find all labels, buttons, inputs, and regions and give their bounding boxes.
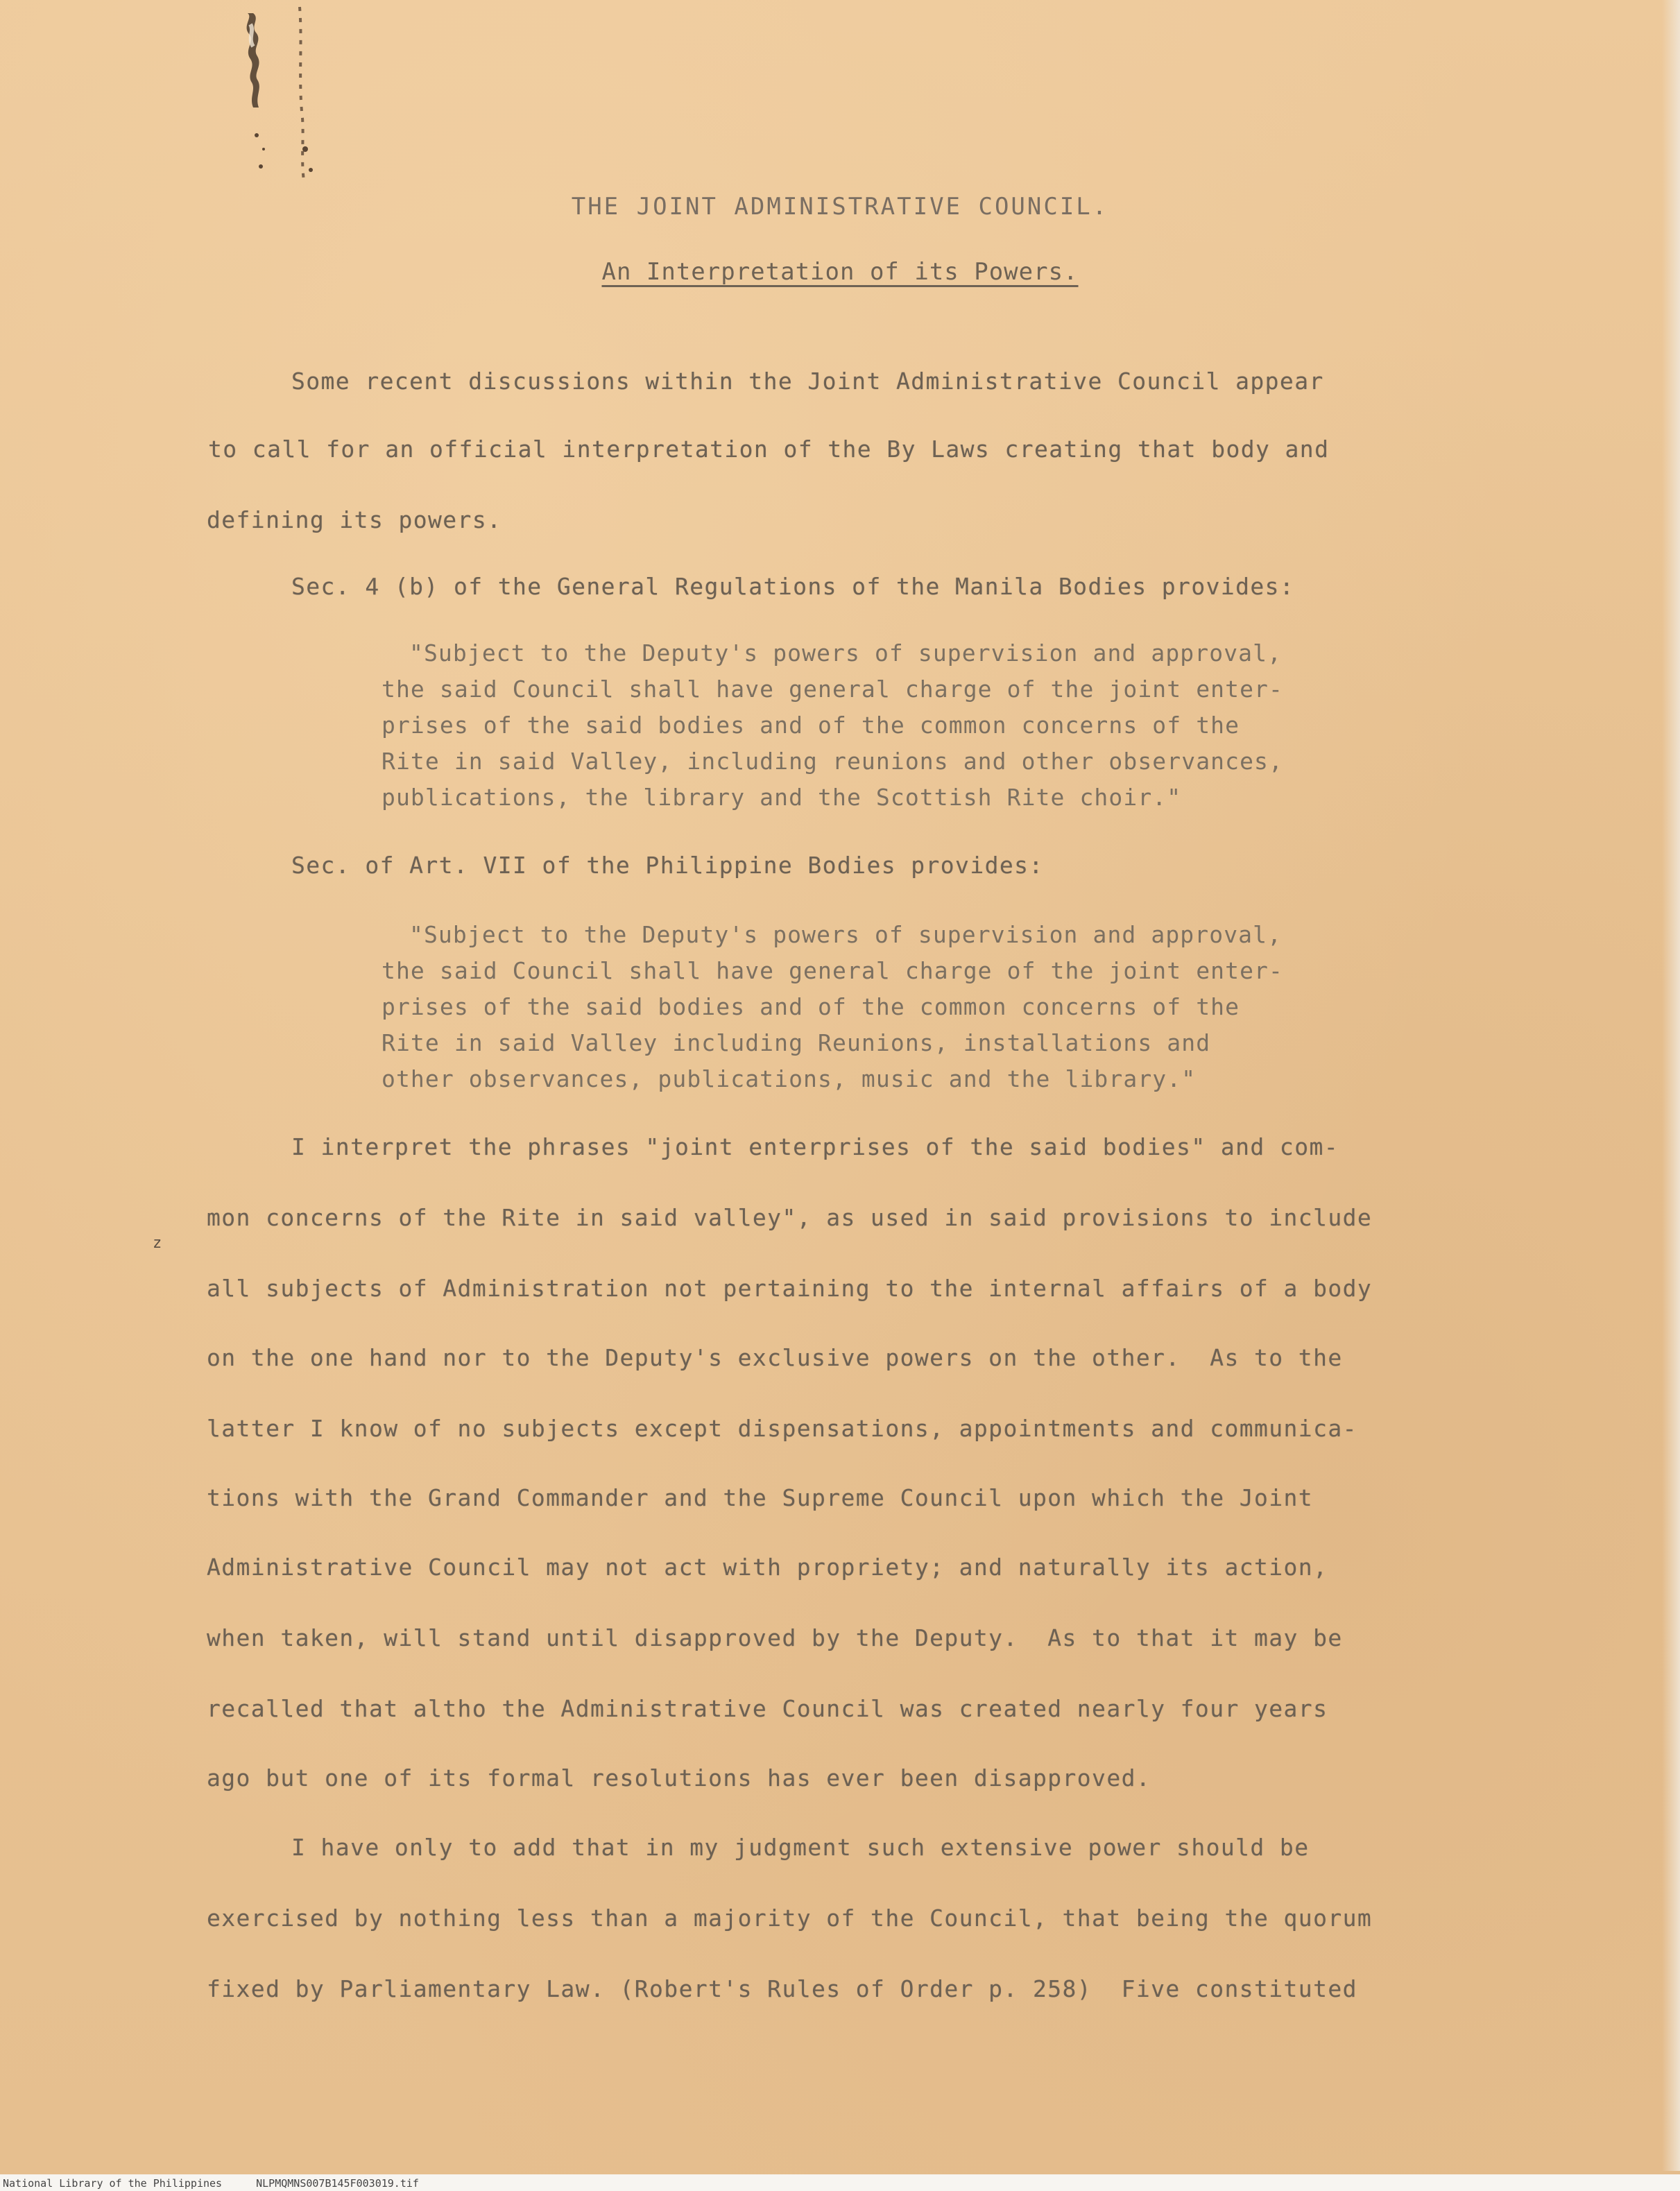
scan-footer-strip: [0, 2174, 1680, 2191]
margin-mark: z: [153, 1235, 162, 1252]
paragraph-line: ago but one of its formal resolutions has ever been disapproved.: [207, 1764, 1151, 1792]
quote-line: "Subject to the Deputy's powers of supervision and approval,: [409, 639, 1283, 667]
paragraph-line: recalled that altho the Administrative Council was created nearly four years: [207, 1695, 1328, 1722]
paragraph-line: exercised by nothing less than a majority of the Council, that being the quorum: [207, 1905, 1373, 1932]
paragraph-line: latter I know of no subjects except dispensations, appointments and communica-: [207, 1415, 1357, 1442]
paragraph-line: tions with the Grand Commander and the Supreme Council upon which the Joint: [207, 1484, 1314, 1511]
paragraph-line: when taken, will stand until disapproved by the Deputy. As to that it may be: [207, 1624, 1343, 1651]
quote-line: "Subject to the Deputy's powers of supervision and approval,: [409, 921, 1283, 948]
footer-library: National Library of the Philippines: [3, 2177, 223, 2190]
paragraph-line: I interpret the phrases "joint enterprises of the said bodies" and com-: [291, 1133, 1339, 1160]
section-intro: Sec. 4 (b) of the General Regulations of the Manila Bodies provides:: [291, 573, 1295, 600]
document-title: THE JOINT ADMINISTRATIVE COUNCIL.: [571, 193, 1109, 221]
paragraph-line: Administrative Council may not act with propriety; and naturally its action,: [207, 1554, 1328, 1581]
quote-line: prises of the said bodies and of the common concerns of the: [382, 712, 1240, 739]
quote-line: Rite in said Valley including Reunions, installations and: [382, 1029, 1211, 1056]
page-edge: [1662, 0, 1680, 2171]
paragraph-line: on the one hand nor to the Deputy's exclusive powers on the other. As to the: [207, 1344, 1343, 1371]
paragraph-line: fixed by Parliamentary Law. (Robert's Rules of Order p. 258) Five constituted: [207, 1975, 1357, 2002]
quote-line: the said Council shall have general charge of the joint enter-: [382, 957, 1283, 984]
footer-file-id: NLPMQMNS007B145F003019.tif: [256, 2177, 419, 2190]
rust-specks-mark: [236, 0, 347, 194]
paragraph-line: Some recent discussions within the Joint Administrative Council appear: [291, 368, 1324, 395]
quote-line: other observances, publications, music and the library.": [382, 1065, 1197, 1092]
paragraph-line: defining its powers.: [207, 506, 502, 533]
quote-line: Rite in said Valley, including reunions and other observances,: [382, 748, 1283, 775]
quote-line: publications, the library and the Scottish Rite choir.": [382, 784, 1182, 811]
quote-line: prises of the said bodies and of the common concerns of the: [382, 993, 1240, 1020]
quote-line: the said Council shall have general charge of the joint enter-: [382, 676, 1283, 703]
scan-footer: [3, 2177, 447, 2190]
paragraph-line: all subjects of Administration not pertaining to the internal affairs of a body: [207, 1275, 1373, 1302]
paragraph-line: mon concerns of the Rite in said valley", as used in said provisions to include: [207, 1204, 1373, 1231]
document-subtitle: An Interpretation of its Powers.: [601, 258, 1079, 286]
paragraph-line: to call for an official interpretation of the By Laws creating that body and: [208, 436, 1330, 463]
paragraph-line: I have only to add that in my judgment such extensive power should be: [291, 1834, 1310, 1861]
section-intro: Sec. of Art. VII of the Philippine Bodies provides:: [291, 852, 1044, 879]
